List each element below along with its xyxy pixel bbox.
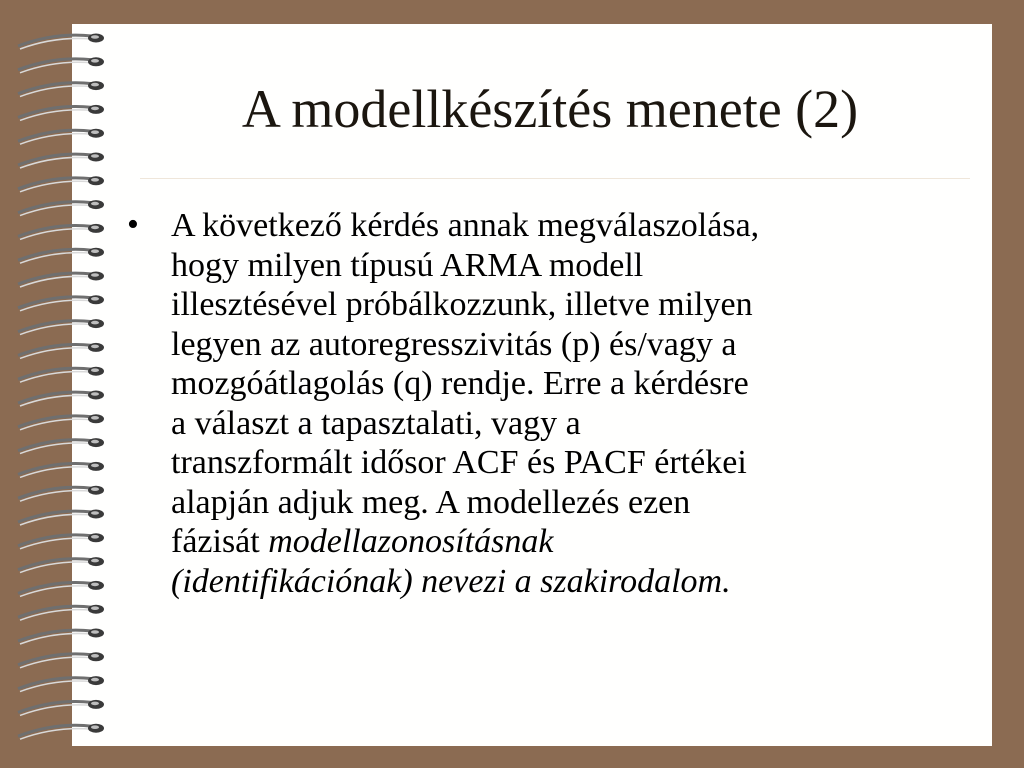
spiral-ring	[18, 533, 104, 549]
paragraph-line-mixed	[171, 522, 981, 562]
spiral-ring	[18, 510, 104, 526]
spiral-ring	[18, 153, 104, 169]
paragraph-line-italic	[171, 562, 981, 602]
spiral-ring	[18, 34, 104, 50]
spiral-ring	[18, 391, 104, 407]
bullet-paragraph	[171, 206, 981, 601]
spiral-ring	[18, 319, 104, 335]
spiral-ring	[18, 557, 104, 573]
spiral-ring	[18, 652, 104, 668]
spiral-ring	[18, 605, 104, 621]
spiral-ring	[18, 724, 104, 740]
spiral-ring	[18, 676, 104, 692]
spiral-ring	[18, 200, 104, 216]
paragraph-line: a választ a tapasztalati, vagy a	[171, 404, 581, 442]
spiral-ring	[18, 629, 104, 645]
paragraph-line: A következő kérdés annak megválaszolása,	[171, 207, 760, 244]
spiral-ring	[18, 462, 104, 478]
slide-title: A modellkészítés menete (2)	[241, 79, 859, 139]
paragraph-line: hogy milyen típusú ARMA modell	[171, 246, 644, 284]
spiral-ring	[18, 486, 104, 502]
paragraph-line: illesztésével próbálkozzunk, illetve milyen	[171, 286, 753, 323]
spiral-ring	[18, 367, 104, 383]
title-divider	[140, 178, 970, 179]
spiral-ring	[18, 224, 104, 240]
paragraph-line: alapján adjuk meg. A modellezés ezen	[171, 483, 691, 521]
spiral-ring	[18, 176, 104, 192]
spiral-ring	[18, 343, 104, 359]
paragraph-line: mozgóátlagolás (q) rendje. Erre a kérdésre	[171, 365, 749, 402]
paragraph-line: transzformált idősor ACF és PACF értékei	[171, 444, 747, 481]
line-plain-text: fázisát	[171, 523, 269, 560]
spiral-ring	[18, 700, 104, 716]
spiral-ring	[18, 272, 104, 288]
spiral-ring	[18, 248, 104, 264]
spiral-ring	[18, 414, 104, 430]
spiral-ring	[18, 438, 104, 454]
spiral-ring	[18, 581, 104, 597]
paragraph-line: legyen az autoregresszivitás (p) és/vagy a	[171, 325, 737, 363]
bullet-marker: •	[127, 206, 139, 243]
spiral-ring	[18, 57, 104, 73]
italic-term: modellazonosításnak	[268, 523, 554, 560]
italic-term-continued: (identifikációnak) nevezi a szakirodalom.	[171, 562, 731, 600]
spiral-ring	[18, 295, 104, 311]
